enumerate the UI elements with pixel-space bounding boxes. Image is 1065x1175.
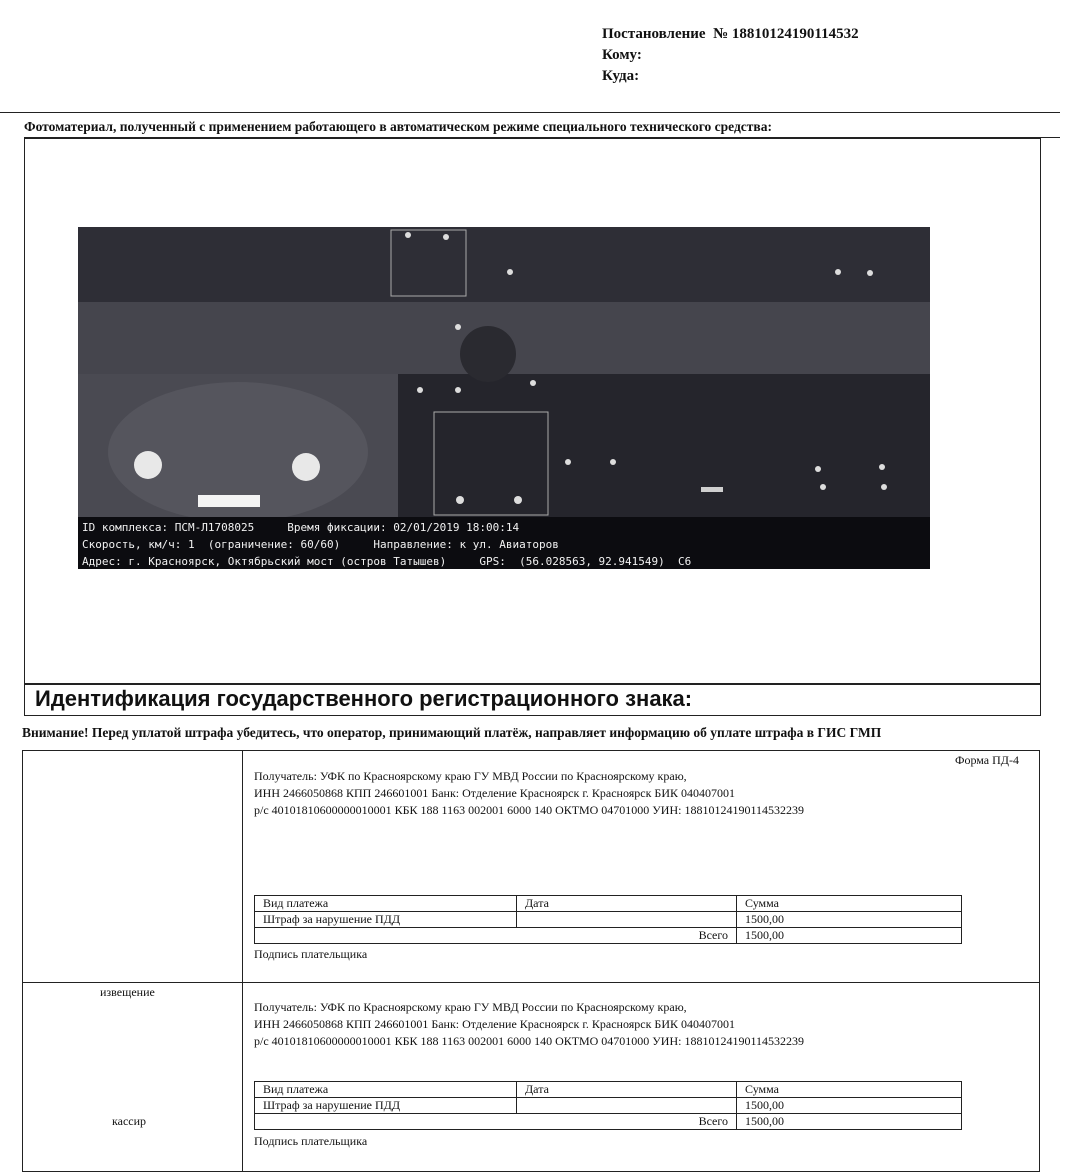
row-description: Штраф за нарушение ПДД	[255, 912, 517, 928]
col-payment-type: Вид платежа	[255, 896, 517, 912]
table-row	[255, 1098, 962, 1114]
recipient-line: Получатель: УФК по Красноярскому краю ГУ МВД России по Красноярскому краю,	[254, 1000, 687, 1014]
col-amount: Сумма	[737, 1082, 962, 1098]
total-amount: 1500,00	[737, 1114, 962, 1130]
total-label: Всего	[255, 1114, 737, 1130]
notice-label: извещение	[100, 985, 155, 999]
table-total-row	[255, 928, 962, 944]
receipt-payment-table	[254, 1081, 962, 1130]
where-label: Куда:	[602, 68, 640, 84]
header-divider	[0, 112, 1060, 113]
camera-data-overlay	[78, 517, 930, 569]
overlay-line-speed: Скорость, км/ч: 1 (ограничение: 60/60) Направление: к ул. Авиаторов	[82, 538, 559, 551]
recipient-line: ИНН 2466050868 КПП 246601001 Банк: Отделение Красноярск г. Красноярск БИК 040407001	[254, 786, 735, 800]
pd4-column-divider	[242, 750, 243, 1172]
resolution-number: № 18810124190114532	[713, 26, 859, 42]
row-description: Штраф за нарушение ПДД	[255, 1098, 517, 1114]
row-amount: 1500,00	[737, 912, 962, 928]
col-date: Дата	[517, 1082, 737, 1098]
notice-recipient	[254, 768, 804, 819]
receipt-recipient	[254, 999, 804, 1050]
col-date: Дата	[517, 896, 737, 912]
form-label: Форма ПД-4	[955, 753, 1019, 767]
overlay-line-id-time: ID комплекса: ПСМ-Л1708025 Время фиксации: 02/01/2019 18:00:14	[82, 521, 520, 534]
table-row	[255, 912, 962, 928]
identification-box	[24, 684, 1041, 716]
pd4-section-divider	[22, 982, 1040, 983]
violation-photo	[78, 227, 930, 569]
payment-warning: Внимание! Перед уплатой штрафа убедитесь, что оператор, принимающий платёж, направляет информацию об уплате штрафа в ГИС ГМП	[22, 725, 882, 740]
cashier-label: кассир	[112, 1114, 147, 1128]
table-header-row	[255, 896, 962, 912]
notice-payment-table	[254, 895, 962, 944]
recipient-line: р/с 40101810600000010001 КБК 188 1163 002001 6000 140 ОКТМО 04701000 УИН: 18810124190114532239	[254, 1034, 805, 1048]
recipient-line: р/с 40101810600000010001 КБК 188 1163 002001 6000 140 ОКТМО 04701000 УИН: 18810124190114532239	[254, 803, 805, 817]
resolution-label: Постановление	[602, 26, 706, 42]
row-date	[517, 912, 737, 928]
payer-signature: Подпись плательщика	[254, 1134, 368, 1148]
row-date	[517, 1098, 737, 1114]
col-amount: Сумма	[737, 896, 962, 912]
table-total-row	[255, 1114, 962, 1130]
recipient-line: ИНН 2466050868 КПП 246601001 Банк: Отделение Красноярск г. Красноярск БИК 040407001	[254, 1017, 735, 1031]
row-amount: 1500,00	[737, 1098, 962, 1114]
total-amount: 1500,00	[737, 928, 962, 944]
to-whom-label: Кому:	[602, 47, 642, 63]
identification-title: Идентификация государственного регистрационного знака:	[35, 686, 693, 711]
photo-caption: Фотоматериал, полученный с применением работающего в автоматическом режиме специального технического средства:	[24, 119, 772, 134]
payer-signature: Подпись плательщика	[254, 947, 368, 961]
overlay-line-address: Адрес: г. Красноярск, Октябрьский мост (остров Татышев) GPS: (56.028563, 92.941549) С6	[82, 555, 692, 568]
table-header-row	[255, 1082, 962, 1098]
recipient-line: Получатель: УФК по Красноярскому краю ГУ МВД России по Красноярскому краю,	[254, 769, 687, 783]
resolution-line	[602, 26, 859, 43]
total-label: Всего	[255, 928, 737, 944]
col-payment-type: Вид платежа	[255, 1082, 517, 1098]
